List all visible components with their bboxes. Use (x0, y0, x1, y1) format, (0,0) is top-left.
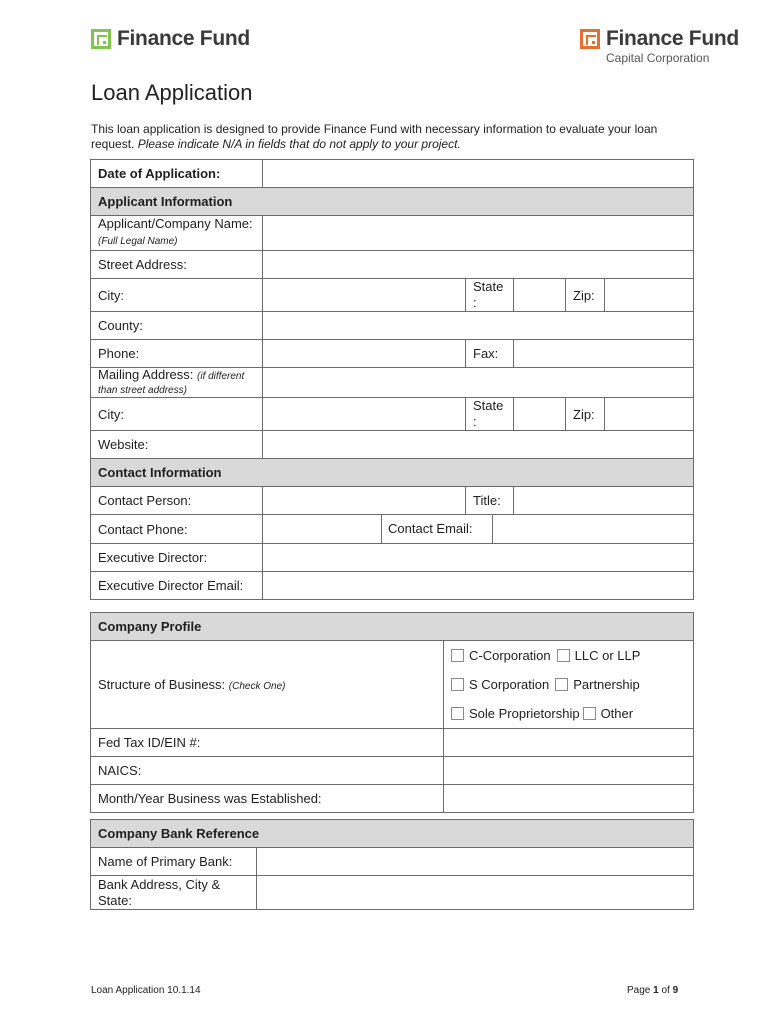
title-label: Title: (466, 487, 514, 515)
mailing-zip-label: Zip: (566, 398, 605, 431)
applicant-information-header: Applicant Information (91, 188, 694, 216)
finance-fund-logo (91, 28, 250, 50)
fax-label: Fax: (466, 340, 514, 368)
applicant-table (90, 159, 694, 600)
structure-option-row (451, 641, 686, 670)
structure-option-row (451, 699, 686, 728)
intro-sentence: This loan application is designed to provide Finance Fund with necessary information to evaluate your loan request. (91, 122, 658, 151)
c-corporation-checkbox[interactable] (451, 649, 464, 662)
mailing-address-label: Mailing Address: (98, 367, 194, 382)
page-prefix: Page (627, 985, 651, 996)
zip-field[interactable] (605, 279, 694, 312)
structure-options (444, 641, 694, 729)
city-field[interactable] (263, 279, 466, 312)
sole-proprietorship-checkbox[interactable] (451, 707, 464, 720)
contact-person-label: Contact Person: (91, 487, 263, 515)
logo-name: Finance Fund (606, 27, 739, 50)
logo-subtitle: Capital Corporation (606, 51, 710, 65)
established-field[interactable] (444, 785, 694, 813)
partnership-label: Partnership (573, 677, 640, 692)
executive-director-field[interactable] (263, 544, 694, 572)
date-of-application-field[interactable] (263, 160, 694, 188)
phone-field[interactable] (263, 340, 466, 368)
mailing-city-label: City: (91, 398, 263, 431)
date-of-application-label: Date of Application: (91, 160, 263, 188)
s-corporation-label: S Corporation (469, 677, 550, 692)
state-label: State : (466, 279, 514, 312)
other-label: Other (600, 706, 634, 721)
county-field[interactable] (263, 312, 694, 340)
street-address-label: Street Address: (91, 251, 263, 279)
bank-reference-header: Company Bank Reference (91, 820, 694, 848)
naics-label: NAICS: (91, 757, 444, 785)
structure-option-row (451, 670, 686, 699)
executive-director-email-field[interactable] (263, 572, 694, 600)
contact-email-label: Contact Email: (382, 515, 493, 543)
company-profile-table (90, 612, 694, 813)
contact-email-field[interactable] (493, 515, 693, 543)
city-label: City: (91, 279, 263, 312)
mailing-state-label: State : (466, 398, 514, 431)
mailing-city-field[interactable] (263, 398, 466, 431)
page-title: Loan Application (91, 80, 253, 105)
applicant-name-label-cell (91, 216, 263, 251)
bank-address-field[interactable] (257, 876, 694, 910)
fax-field[interactable] (514, 340, 694, 368)
bank-reference-table (90, 819, 694, 910)
executive-director-label: Executive Director: (91, 544, 263, 572)
mailing-zip-field[interactable] (605, 398, 694, 431)
s-corporation-checkbox[interactable] (451, 678, 464, 691)
state-field[interactable] (514, 279, 566, 312)
page-of: of (661, 985, 670, 996)
structure-label: Structure of Business: (98, 677, 226, 692)
mailing-address-note: (if different than street address) (98, 370, 245, 396)
finance-fund-mark-icon (91, 29, 111, 49)
structure-note: (Check One) (228, 681, 286, 692)
page-total: 9 (672, 985, 679, 996)
naics-field[interactable] (444, 757, 694, 785)
applicant-name-field[interactable] (263, 216, 694, 251)
contact-person-field[interactable] (263, 487, 466, 515)
street-address-field[interactable] (263, 251, 694, 279)
executive-director-email-label: Executive Director Email: (91, 572, 263, 600)
footer-page-number (627, 985, 678, 996)
sole-proprietorship-label: Sole Proprietorship (469, 706, 580, 721)
contact-information-header: Contact Information (91, 459, 694, 487)
structure-label-cell (91, 641, 444, 729)
fed-tax-id-field[interactable] (444, 729, 694, 757)
intro-instruction: Please indicate N/A in fields that do not apply to your project. (137, 137, 461, 151)
contact-phone-label: Contact Phone: (91, 515, 263, 544)
llc-checkbox[interactable] (557, 649, 570, 662)
primary-bank-field[interactable] (257, 848, 694, 876)
intro-text (91, 122, 691, 152)
c-corporation-label: C-Corporation (469, 648, 551, 663)
contact-phone-row (263, 515, 694, 544)
mailing-address-label-cell (91, 368, 263, 398)
zip-label: Zip: (566, 279, 605, 312)
capital-corporation-logo (580, 28, 739, 65)
applicant-name-label: Applicant/Company Name: (98, 216, 253, 231)
website-field[interactable] (263, 431, 694, 459)
phone-label: Phone: (91, 340, 263, 368)
company-profile-header: Company Profile (91, 613, 694, 641)
footer-version: Loan Application 10.1.14 (91, 985, 201, 996)
mailing-state-field[interactable] (514, 398, 566, 431)
bank-address-label: Bank Address, City & State: (91, 876, 257, 910)
llc-label: LLC or LLP (574, 648, 641, 663)
page-current: 1 (653, 985, 659, 996)
finance-fund-mark-icon (580, 29, 600, 49)
mailing-address-field[interactable] (263, 368, 694, 398)
fed-tax-id-label: Fed Tax ID/EIN #: (91, 729, 444, 757)
partnership-checkbox[interactable] (555, 678, 568, 691)
applicant-name-note: (Full Legal Name) (98, 236, 178, 247)
other-checkbox[interactable] (583, 707, 596, 720)
website-label: Website: (91, 431, 263, 459)
contact-phone-field[interactable] (263, 515, 382, 543)
established-label: Month/Year Business was Established: (91, 785, 444, 813)
county-label: County: (91, 312, 263, 340)
primary-bank-label: Name of Primary Bank: (91, 848, 257, 876)
title-field[interactable] (514, 487, 694, 515)
logo-name: Finance Fund (117, 27, 250, 50)
